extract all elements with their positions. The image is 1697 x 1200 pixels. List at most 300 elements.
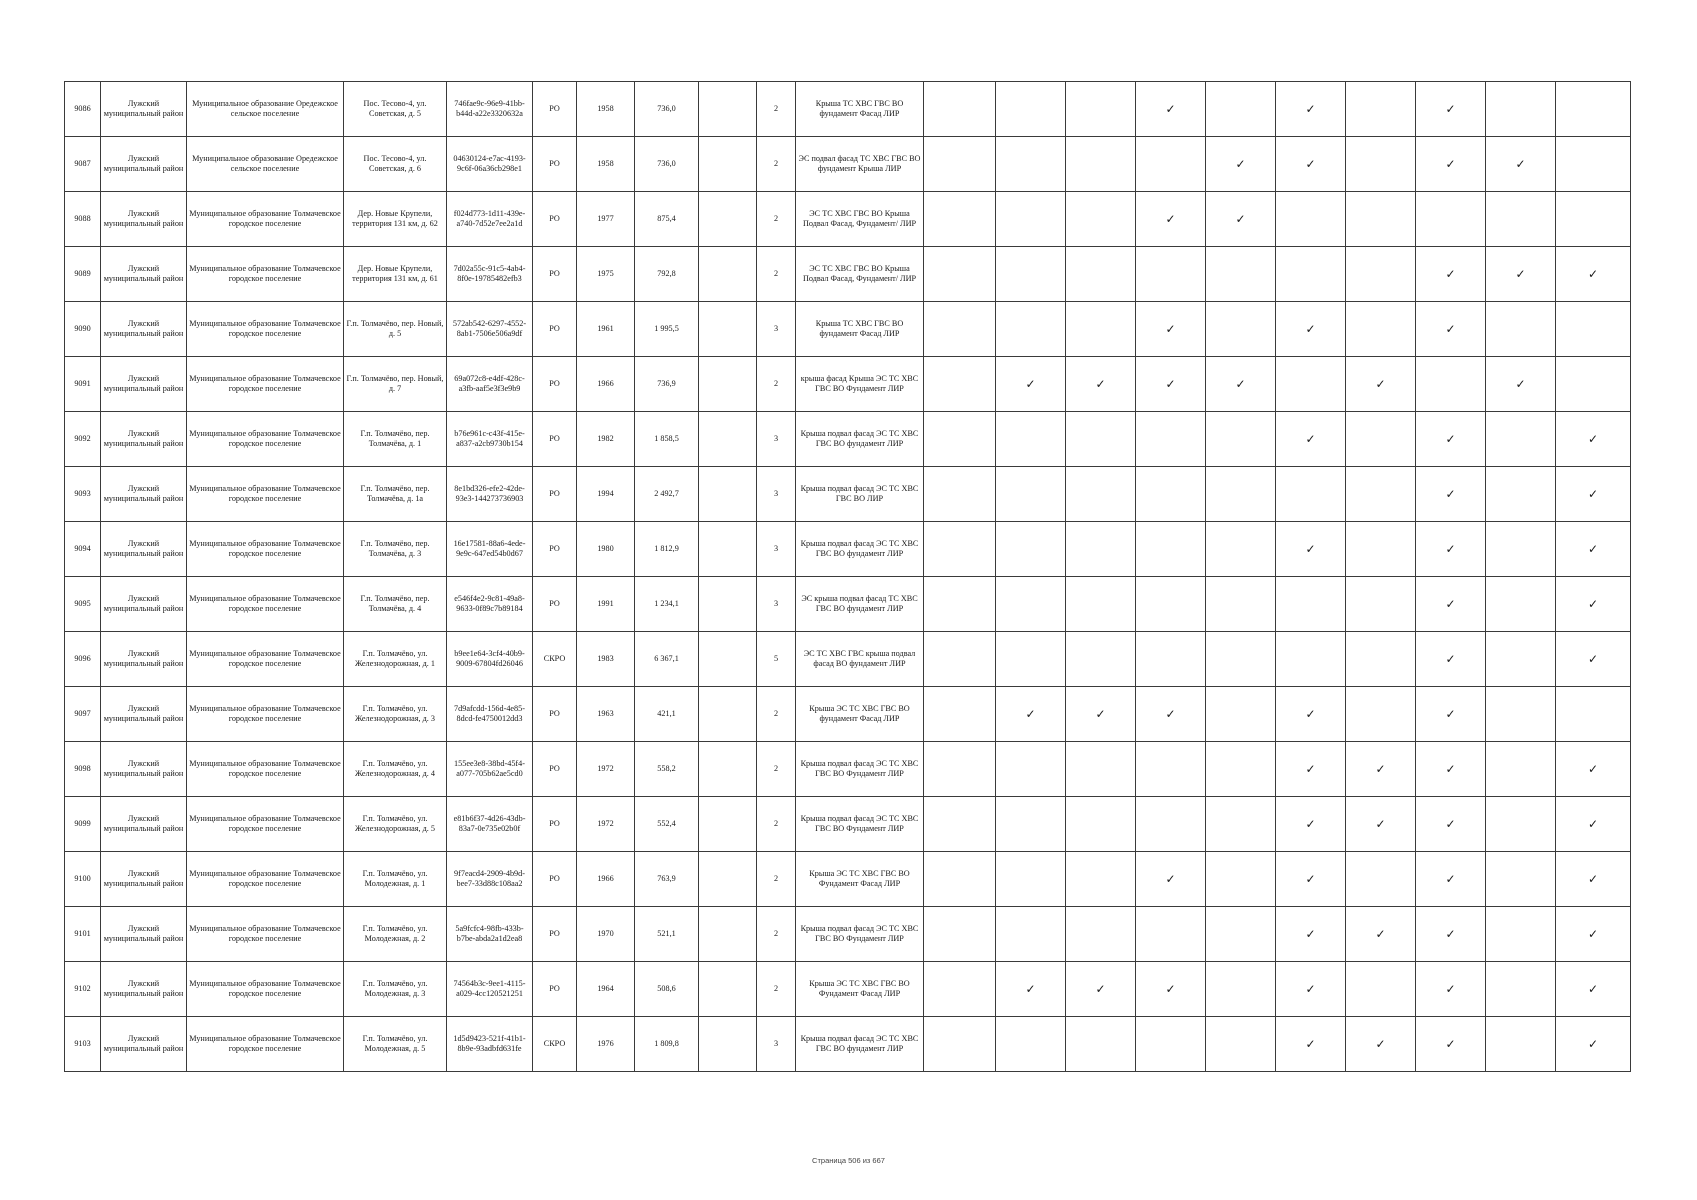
empty-check-cell: [1486, 742, 1556, 797]
house-number-cell: 9093: [65, 467, 101, 522]
check-mark-cell: ✓: [1066, 962, 1136, 1017]
empty-check-cell: [996, 907, 1066, 962]
guid-cell: 74564b3c-9ee1-4115-a029-4cc120521251: [447, 962, 533, 1017]
empty-cell: [699, 797, 757, 852]
check-mark-cell: ✓: [1556, 412, 1631, 467]
check-mark-cell: ✓: [1416, 412, 1486, 467]
address-cell: Г.п. Толмачёво, ул. Железнодорожная, д. 3: [344, 687, 447, 742]
year-cell: 1975: [577, 247, 635, 302]
municipality-cell: Муниципальное образование Толмачевское городское поселение: [187, 247, 344, 302]
empty-check-cell: [1206, 742, 1276, 797]
empty-check-cell: [1556, 687, 1631, 742]
house-number-cell: 9091: [65, 357, 101, 412]
empty-check-cell: [1486, 577, 1556, 632]
empty-cell: [924, 797, 996, 852]
area-cell: 2 492,7: [635, 467, 699, 522]
district-cell: Лужский муниципальный район: [101, 467, 187, 522]
empty-check-cell: [1346, 687, 1416, 742]
year-cell: 1976: [577, 1017, 635, 1072]
year-cell: 1964: [577, 962, 635, 1017]
empty-cell: [699, 247, 757, 302]
empty-check-cell: [1066, 907, 1136, 962]
page-footer: Страница 506 из 667: [812, 1156, 885, 1165]
check-mark-cell: ✓: [1416, 82, 1486, 137]
empty-check-cell: [1486, 302, 1556, 357]
table-row: [65, 137, 1631, 192]
check-mark-cell: ✓: [1276, 852, 1346, 907]
floors-cell: 2: [757, 797, 796, 852]
district-cell: Лужский муниципальный район: [101, 522, 187, 577]
municipality-cell: Муниципальное образование Толмачевское городское поселение: [187, 467, 344, 522]
empty-check-cell: [1346, 302, 1416, 357]
district-cell: Лужский муниципальный район: [101, 962, 187, 1017]
empty-check-cell: [1136, 247, 1206, 302]
empty-check-cell: [996, 742, 1066, 797]
address-cell: Г.п. Толмачёво, пер. Толмачёва, д. 1: [344, 412, 447, 467]
table-row: [65, 852, 1631, 907]
area-cell: 1 234,1: [635, 577, 699, 632]
empty-check-cell: [1206, 522, 1276, 577]
check-mark-cell: ✓: [1556, 247, 1631, 302]
guid-cell: 7d9afcdd-156d-4e85-8dcd-fe4750012dd3: [447, 687, 533, 742]
empty-cell: [924, 522, 996, 577]
empty-check-cell: [996, 467, 1066, 522]
floors-cell: 2: [757, 357, 796, 412]
check-mark-cell: ✓: [1486, 247, 1556, 302]
address-cell: Г.п. Толмачёво, ул. Железнодорожная, д. 1: [344, 632, 447, 687]
empty-check-cell: [1486, 687, 1556, 742]
empty-check-cell: [1206, 797, 1276, 852]
empty-check-cell: [1556, 302, 1631, 357]
address-cell: Г.п. Толмачёво, пер. Толмачёва, д. 1а: [344, 467, 447, 522]
empty-cell: [699, 82, 757, 137]
check-mark-cell: ✓: [1556, 907, 1631, 962]
check-mark-cell: ✓: [1136, 302, 1206, 357]
empty-check-cell: [1206, 82, 1276, 137]
empty-cell: [924, 357, 996, 412]
guid-cell: e546f4e2-9c81-49a8-9633-0f89c7b89184: [447, 577, 533, 632]
type-cell: РО: [533, 742, 577, 797]
empty-check-cell: [1346, 82, 1416, 137]
type-cell: РО: [533, 907, 577, 962]
empty-check-cell: [1066, 137, 1136, 192]
type-cell: РО: [533, 522, 577, 577]
empty-cell: [699, 1017, 757, 1072]
area-cell: 552,4: [635, 797, 699, 852]
guid-cell: 746fae9c-96e9-41bb-b44d-a22e3320632a: [447, 82, 533, 137]
area-cell: 558,2: [635, 742, 699, 797]
district-cell: Лужский муниципальный район: [101, 357, 187, 412]
year-cell: 1994: [577, 467, 635, 522]
municipality-cell: Муниципальное образование Оредежское сельское поселение: [187, 137, 344, 192]
check-mark-cell: ✓: [1556, 797, 1631, 852]
area-cell: 508,6: [635, 962, 699, 1017]
check-mark-cell: ✓: [1276, 412, 1346, 467]
check-mark-cell: ✓: [1416, 742, 1486, 797]
area-cell: 1 812,9: [635, 522, 699, 577]
works-cell: Крыша ТС ХВС ГВС ВО фундамент Фасад ЛИР: [796, 302, 924, 357]
works-cell: Крыша подвал фасад ЭС ТС ХВС ГВС ВО Фундамент ЛИР: [796, 797, 924, 852]
table-row: [65, 302, 1631, 357]
area-cell: 763,9: [635, 852, 699, 907]
empty-cell: [924, 412, 996, 467]
empty-cell: [924, 687, 996, 742]
empty-check-cell: [996, 302, 1066, 357]
table-row: [65, 82, 1631, 137]
empty-check-cell: [1066, 577, 1136, 632]
type-cell: РО: [533, 357, 577, 412]
address-cell: Г.п. Толмачёво, пер. Новый, д. 5: [344, 302, 447, 357]
empty-check-cell: [1066, 797, 1136, 852]
check-mark-cell: ✓: [1346, 797, 1416, 852]
check-mark-cell: ✓: [1276, 907, 1346, 962]
check-mark-cell: ✓: [1346, 742, 1416, 797]
check-mark-cell: ✓: [1136, 687, 1206, 742]
empty-check-cell: [1416, 192, 1486, 247]
check-mark-cell: ✓: [1136, 852, 1206, 907]
works-cell: ЭС ТС ХВС ГВС ВО Крыша Подвал Фасад, Фундамент/ ЛИР: [796, 247, 924, 302]
address-cell: Г.п. Толмачёво, ул. Молодежная, д. 1: [344, 852, 447, 907]
floors-cell: 2: [757, 247, 796, 302]
guid-cell: 1d5d9423-521f-41b1-8b9e-93adbfd631fe: [447, 1017, 533, 1072]
empty-cell: [699, 687, 757, 742]
guid-cell: 8e1bd326-efe2-42de-93e3-144273736903: [447, 467, 533, 522]
empty-cell: [924, 742, 996, 797]
table-row: [65, 412, 1631, 467]
address-cell: Пос. Тесово-4, ул. Советская, д. 6: [344, 137, 447, 192]
empty-check-cell: [1206, 302, 1276, 357]
check-mark-cell: ✓: [1556, 962, 1631, 1017]
empty-check-cell: [1066, 522, 1136, 577]
empty-check-cell: [1486, 82, 1556, 137]
works-cell: ЭС подвал фасад ТС ХВС ГВС ВО фундамент Крыша ЛИР: [796, 137, 924, 192]
floors-cell: 2: [757, 687, 796, 742]
type-cell: РО: [533, 82, 577, 137]
year-cell: 1966: [577, 357, 635, 412]
check-mark-cell: ✓: [1556, 632, 1631, 687]
check-mark-cell: ✓: [1136, 962, 1206, 1017]
empty-cell: [924, 247, 996, 302]
empty-check-cell: [1416, 357, 1486, 412]
area-cell: 521,1: [635, 907, 699, 962]
empty-cell: [699, 742, 757, 797]
empty-check-cell: [1346, 247, 1416, 302]
check-mark-cell: ✓: [1066, 687, 1136, 742]
empty-check-cell: [1066, 852, 1136, 907]
empty-check-cell: [1486, 852, 1556, 907]
municipality-cell: Муниципальное образование Толмачевское городское поселение: [187, 357, 344, 412]
year-cell: 1991: [577, 577, 635, 632]
address-cell: Г.п. Толмачёво, пер. Новый, д. 7: [344, 357, 447, 412]
empty-cell: [699, 852, 757, 907]
empty-check-cell: [996, 1017, 1066, 1072]
empty-check-cell: [1346, 632, 1416, 687]
table-row: [65, 577, 1631, 632]
check-mark-cell: ✓: [996, 687, 1066, 742]
empty-check-cell: [1486, 192, 1556, 247]
empty-cell: [699, 412, 757, 467]
floors-cell: 3: [757, 302, 796, 357]
empty-cell: [924, 852, 996, 907]
area-cell: 736,0: [635, 82, 699, 137]
type-cell: РО: [533, 302, 577, 357]
table-row: [65, 192, 1631, 247]
empty-check-cell: [1206, 577, 1276, 632]
table-row: [65, 962, 1631, 1017]
check-mark-cell: ✓: [1206, 137, 1276, 192]
check-mark-cell: ✓: [1416, 687, 1486, 742]
floors-cell: 3: [757, 412, 796, 467]
works-cell: Крыша подвал фасад ЭС ТС ХВС ГВС ВО ЛИР: [796, 467, 924, 522]
district-cell: Лужский муниципальный район: [101, 632, 187, 687]
check-mark-cell: ✓: [1346, 907, 1416, 962]
check-mark-cell: ✓: [1276, 687, 1346, 742]
check-mark-cell: ✓: [1416, 577, 1486, 632]
year-cell: 1982: [577, 412, 635, 467]
house-number-cell: 9102: [65, 962, 101, 1017]
area-cell: 792,8: [635, 247, 699, 302]
empty-check-cell: [1136, 467, 1206, 522]
check-mark-cell: ✓: [1206, 192, 1276, 247]
check-mark-cell: ✓: [1346, 357, 1416, 412]
address-cell: Дер. Новые Крупели, территория 131 км, д. 62: [344, 192, 447, 247]
district-cell: Лужский муниципальный район: [101, 797, 187, 852]
works-cell: Крыша ЭС ТС ХВС ГВС ВО Фундамент Фасад ЛИР: [796, 852, 924, 907]
empty-cell: [699, 522, 757, 577]
area-cell: 736,0: [635, 137, 699, 192]
check-mark-cell: ✓: [996, 357, 1066, 412]
guid-cell: f024d773-1d11-439e-a740-7d52e7ee2a1d: [447, 192, 533, 247]
floors-cell: 2: [757, 742, 796, 797]
empty-check-cell: [1066, 467, 1136, 522]
floors-cell: 3: [757, 1017, 796, 1072]
empty-check-cell: [1346, 137, 1416, 192]
empty-check-cell: [1276, 632, 1346, 687]
type-cell: СКРО: [533, 632, 577, 687]
empty-cell: [699, 632, 757, 687]
empty-check-cell: [1346, 522, 1416, 577]
table-row: [65, 247, 1631, 302]
type-cell: РО: [533, 467, 577, 522]
year-cell: 1958: [577, 82, 635, 137]
floors-cell: 3: [757, 577, 796, 632]
house-number-cell: 9088: [65, 192, 101, 247]
table-row: [65, 742, 1631, 797]
check-mark-cell: ✓: [1416, 797, 1486, 852]
check-mark-cell: ✓: [1136, 192, 1206, 247]
guid-cell: 155ee3e8-38bd-45f4-a077-705b62ae5cd0: [447, 742, 533, 797]
empty-cell: [924, 632, 996, 687]
district-cell: Лужский муниципальный район: [101, 192, 187, 247]
municipality-cell: Муниципальное образование Толмачевское городское поселение: [187, 687, 344, 742]
empty-check-cell: [1486, 412, 1556, 467]
works-cell: Крыша ЭС ТС ХВС ГВС ВО Фундамент Фасад ЛИР: [796, 962, 924, 1017]
district-cell: Лужский муниципальный район: [101, 82, 187, 137]
house-number-cell: 9095: [65, 577, 101, 632]
floors-cell: 3: [757, 467, 796, 522]
guid-cell: 16e17581-88a6-4ede-9e9c-647ed54b0d67: [447, 522, 533, 577]
district-cell: Лужский муниципальный район: [101, 852, 187, 907]
address-cell: Г.п. Толмачёво, пер. Толмачёва, д. 3: [344, 522, 447, 577]
empty-cell: [924, 467, 996, 522]
empty-check-cell: [996, 137, 1066, 192]
floors-cell: 2: [757, 907, 796, 962]
empty-check-cell: [1346, 962, 1416, 1017]
district-cell: Лужский муниципальный район: [101, 577, 187, 632]
empty-check-cell: [1486, 962, 1556, 1017]
district-cell: Лужский муниципальный район: [101, 302, 187, 357]
check-mark-cell: ✓: [1416, 907, 1486, 962]
type-cell: РО: [533, 962, 577, 1017]
empty-check-cell: [1136, 632, 1206, 687]
empty-check-cell: [1346, 412, 1416, 467]
municipality-cell: Муниципальное образование Толмачевское городское поселение: [187, 302, 344, 357]
address-cell: Г.п. Толмачёво, ул. Молодежная, д. 5: [344, 1017, 447, 1072]
empty-check-cell: [1206, 852, 1276, 907]
house-number-cell: 9100: [65, 852, 101, 907]
empty-cell: [924, 82, 996, 137]
municipality-cell: Муниципальное образование Оредежское сельское поселение: [187, 82, 344, 137]
check-mark-cell: ✓: [1136, 357, 1206, 412]
address-cell: Пос. Тесово-4, ул. Советская, д. 5: [344, 82, 447, 137]
empty-check-cell: [996, 192, 1066, 247]
table-row: [65, 797, 1631, 852]
empty-check-cell: [1206, 962, 1276, 1017]
empty-cell: [924, 137, 996, 192]
house-number-cell: 9103: [65, 1017, 101, 1072]
check-mark-cell: ✓: [1346, 1017, 1416, 1072]
type-cell: РО: [533, 577, 577, 632]
empty-check-cell: [1346, 467, 1416, 522]
address-cell: Г.п. Толмачёво, пер. Толмачёва, д. 4: [344, 577, 447, 632]
municipality-cell: Муниципальное образование Толмачевское городское поселение: [187, 962, 344, 1017]
check-mark-cell: ✓: [1276, 742, 1346, 797]
type-cell: СКРО: [533, 1017, 577, 1072]
municipality-cell: Муниципальное образование Толмачевское городское поселение: [187, 742, 344, 797]
empty-check-cell: [1136, 742, 1206, 797]
check-mark-cell: ✓: [1416, 962, 1486, 1017]
empty-check-cell: [1136, 137, 1206, 192]
type-cell: РО: [533, 247, 577, 302]
works-cell: Крыша ТС ХВС ГВС ВО фундамент Фасад ЛИР: [796, 82, 924, 137]
empty-check-cell: [1136, 1017, 1206, 1072]
check-mark-cell: ✓: [1066, 357, 1136, 412]
municipality-cell: Муниципальное образование Толмачевское городское поселение: [187, 412, 344, 467]
empty-check-cell: [996, 247, 1066, 302]
house-number-cell: 9098: [65, 742, 101, 797]
empty-cell: [699, 137, 757, 192]
house-number-cell: 9094: [65, 522, 101, 577]
empty-check-cell: [1556, 82, 1631, 137]
works-cell: крыша фасад Крыша ЭС ТС ХВС ГВС ВО Фундамент ЛИР: [796, 357, 924, 412]
empty-cell: [924, 577, 996, 632]
empty-check-cell: [1206, 247, 1276, 302]
year-cell: 1972: [577, 742, 635, 797]
table-row: [65, 687, 1631, 742]
check-mark-cell: ✓: [1416, 522, 1486, 577]
check-mark-cell: ✓: [1276, 1017, 1346, 1072]
guid-cell: 9f7eacd4-2909-4b9d-bee7-33d88c108aa2: [447, 852, 533, 907]
municipality-cell: Муниципальное образование Толмачевское городское поселение: [187, 852, 344, 907]
empty-check-cell: [1206, 632, 1276, 687]
check-mark-cell: ✓: [1416, 632, 1486, 687]
empty-check-cell: [1066, 192, 1136, 247]
area-cell: 1 858,5: [635, 412, 699, 467]
empty-check-cell: [1486, 522, 1556, 577]
house-number-cell: 9099: [65, 797, 101, 852]
floors-cell: 2: [757, 137, 796, 192]
floors-cell: 2: [757, 192, 796, 247]
district-cell: Лужский муниципальный район: [101, 412, 187, 467]
check-mark-cell: ✓: [1556, 577, 1631, 632]
year-cell: 1977: [577, 192, 635, 247]
year-cell: 1980: [577, 522, 635, 577]
guid-cell: b76e961c-c43f-415e-a837-a2cb9730b154: [447, 412, 533, 467]
empty-check-cell: [1276, 467, 1346, 522]
empty-check-cell: [1206, 687, 1276, 742]
table-row: [65, 467, 1631, 522]
empty-cell: [699, 907, 757, 962]
empty-cell: [699, 192, 757, 247]
municipality-cell: Муниципальное образование Толмачевское городское поселение: [187, 577, 344, 632]
municipality-cell: Муниципальное образование Толмачевское городское поселение: [187, 907, 344, 962]
guid-cell: b9ee1e64-3cf4-40b9-9009-67804fd26046: [447, 632, 533, 687]
works-cell: Крыша подвал фасад ЭС ТС ХВС ГВС ВО фундамент ЛИР: [796, 412, 924, 467]
empty-check-cell: [1276, 247, 1346, 302]
municipality-cell: Муниципальное образование Толмачевское городское поселение: [187, 632, 344, 687]
empty-check-cell: [1486, 467, 1556, 522]
empty-check-cell: [1066, 1017, 1136, 1072]
area-cell: 736,9: [635, 357, 699, 412]
empty-check-cell: [1136, 907, 1206, 962]
guid-cell: e81b6f37-4d26-43db-83a7-0e735e02b0f: [447, 797, 533, 852]
address-cell: Дер. Новые Крупели, территория 131 км, д. 61: [344, 247, 447, 302]
area-cell: 1 809,8: [635, 1017, 699, 1072]
guid-cell: 04630124-e7ac-4193-9c6f-06a36cb298e1: [447, 137, 533, 192]
works-cell: Крыша подвал фасад ЭС ТС ХВС ГВС ВО Фундамент ЛИР: [796, 907, 924, 962]
check-mark-cell: ✓: [1276, 797, 1346, 852]
year-cell: 1966: [577, 852, 635, 907]
area-cell: 1 995,5: [635, 302, 699, 357]
empty-check-cell: [996, 522, 1066, 577]
empty-check-cell: [996, 412, 1066, 467]
check-mark-cell: ✓: [1556, 742, 1631, 797]
floors-cell: 3: [757, 522, 796, 577]
empty-check-cell: [1136, 577, 1206, 632]
house-number-cell: 9090: [65, 302, 101, 357]
empty-cell: [924, 907, 996, 962]
check-mark-cell: ✓: [1276, 962, 1346, 1017]
works-cell: Крыша подвал фасад ЭС ТС ХВС ГВС ВО Фундамент ЛИР: [796, 742, 924, 797]
guid-cell: 7d02a55c-91c5-4ab4-8f0e-19785482efb3: [447, 247, 533, 302]
year-cell: 1958: [577, 137, 635, 192]
check-mark-cell: ✓: [1136, 82, 1206, 137]
district-cell: Лужский муниципальный район: [101, 907, 187, 962]
house-number-cell: 9097: [65, 687, 101, 742]
empty-check-cell: [1066, 412, 1136, 467]
district-cell: Лужский муниципальный район: [101, 687, 187, 742]
house-number-cell: 9089: [65, 247, 101, 302]
year-cell: 1983: [577, 632, 635, 687]
address-cell: Г.п. Толмачёво, ул. Железнодорожная, д. 5: [344, 797, 447, 852]
empty-check-cell: [1276, 192, 1346, 247]
house-number-cell: 9086: [65, 82, 101, 137]
check-mark-cell: ✓: [1206, 357, 1276, 412]
empty-cell: [699, 962, 757, 1017]
empty-check-cell: [1486, 907, 1556, 962]
check-mark-cell: ✓: [1556, 522, 1631, 577]
works-cell: ЭС крыша подвал фасад ТС ХВС ГВС ВО фундамент ЛИР: [796, 577, 924, 632]
